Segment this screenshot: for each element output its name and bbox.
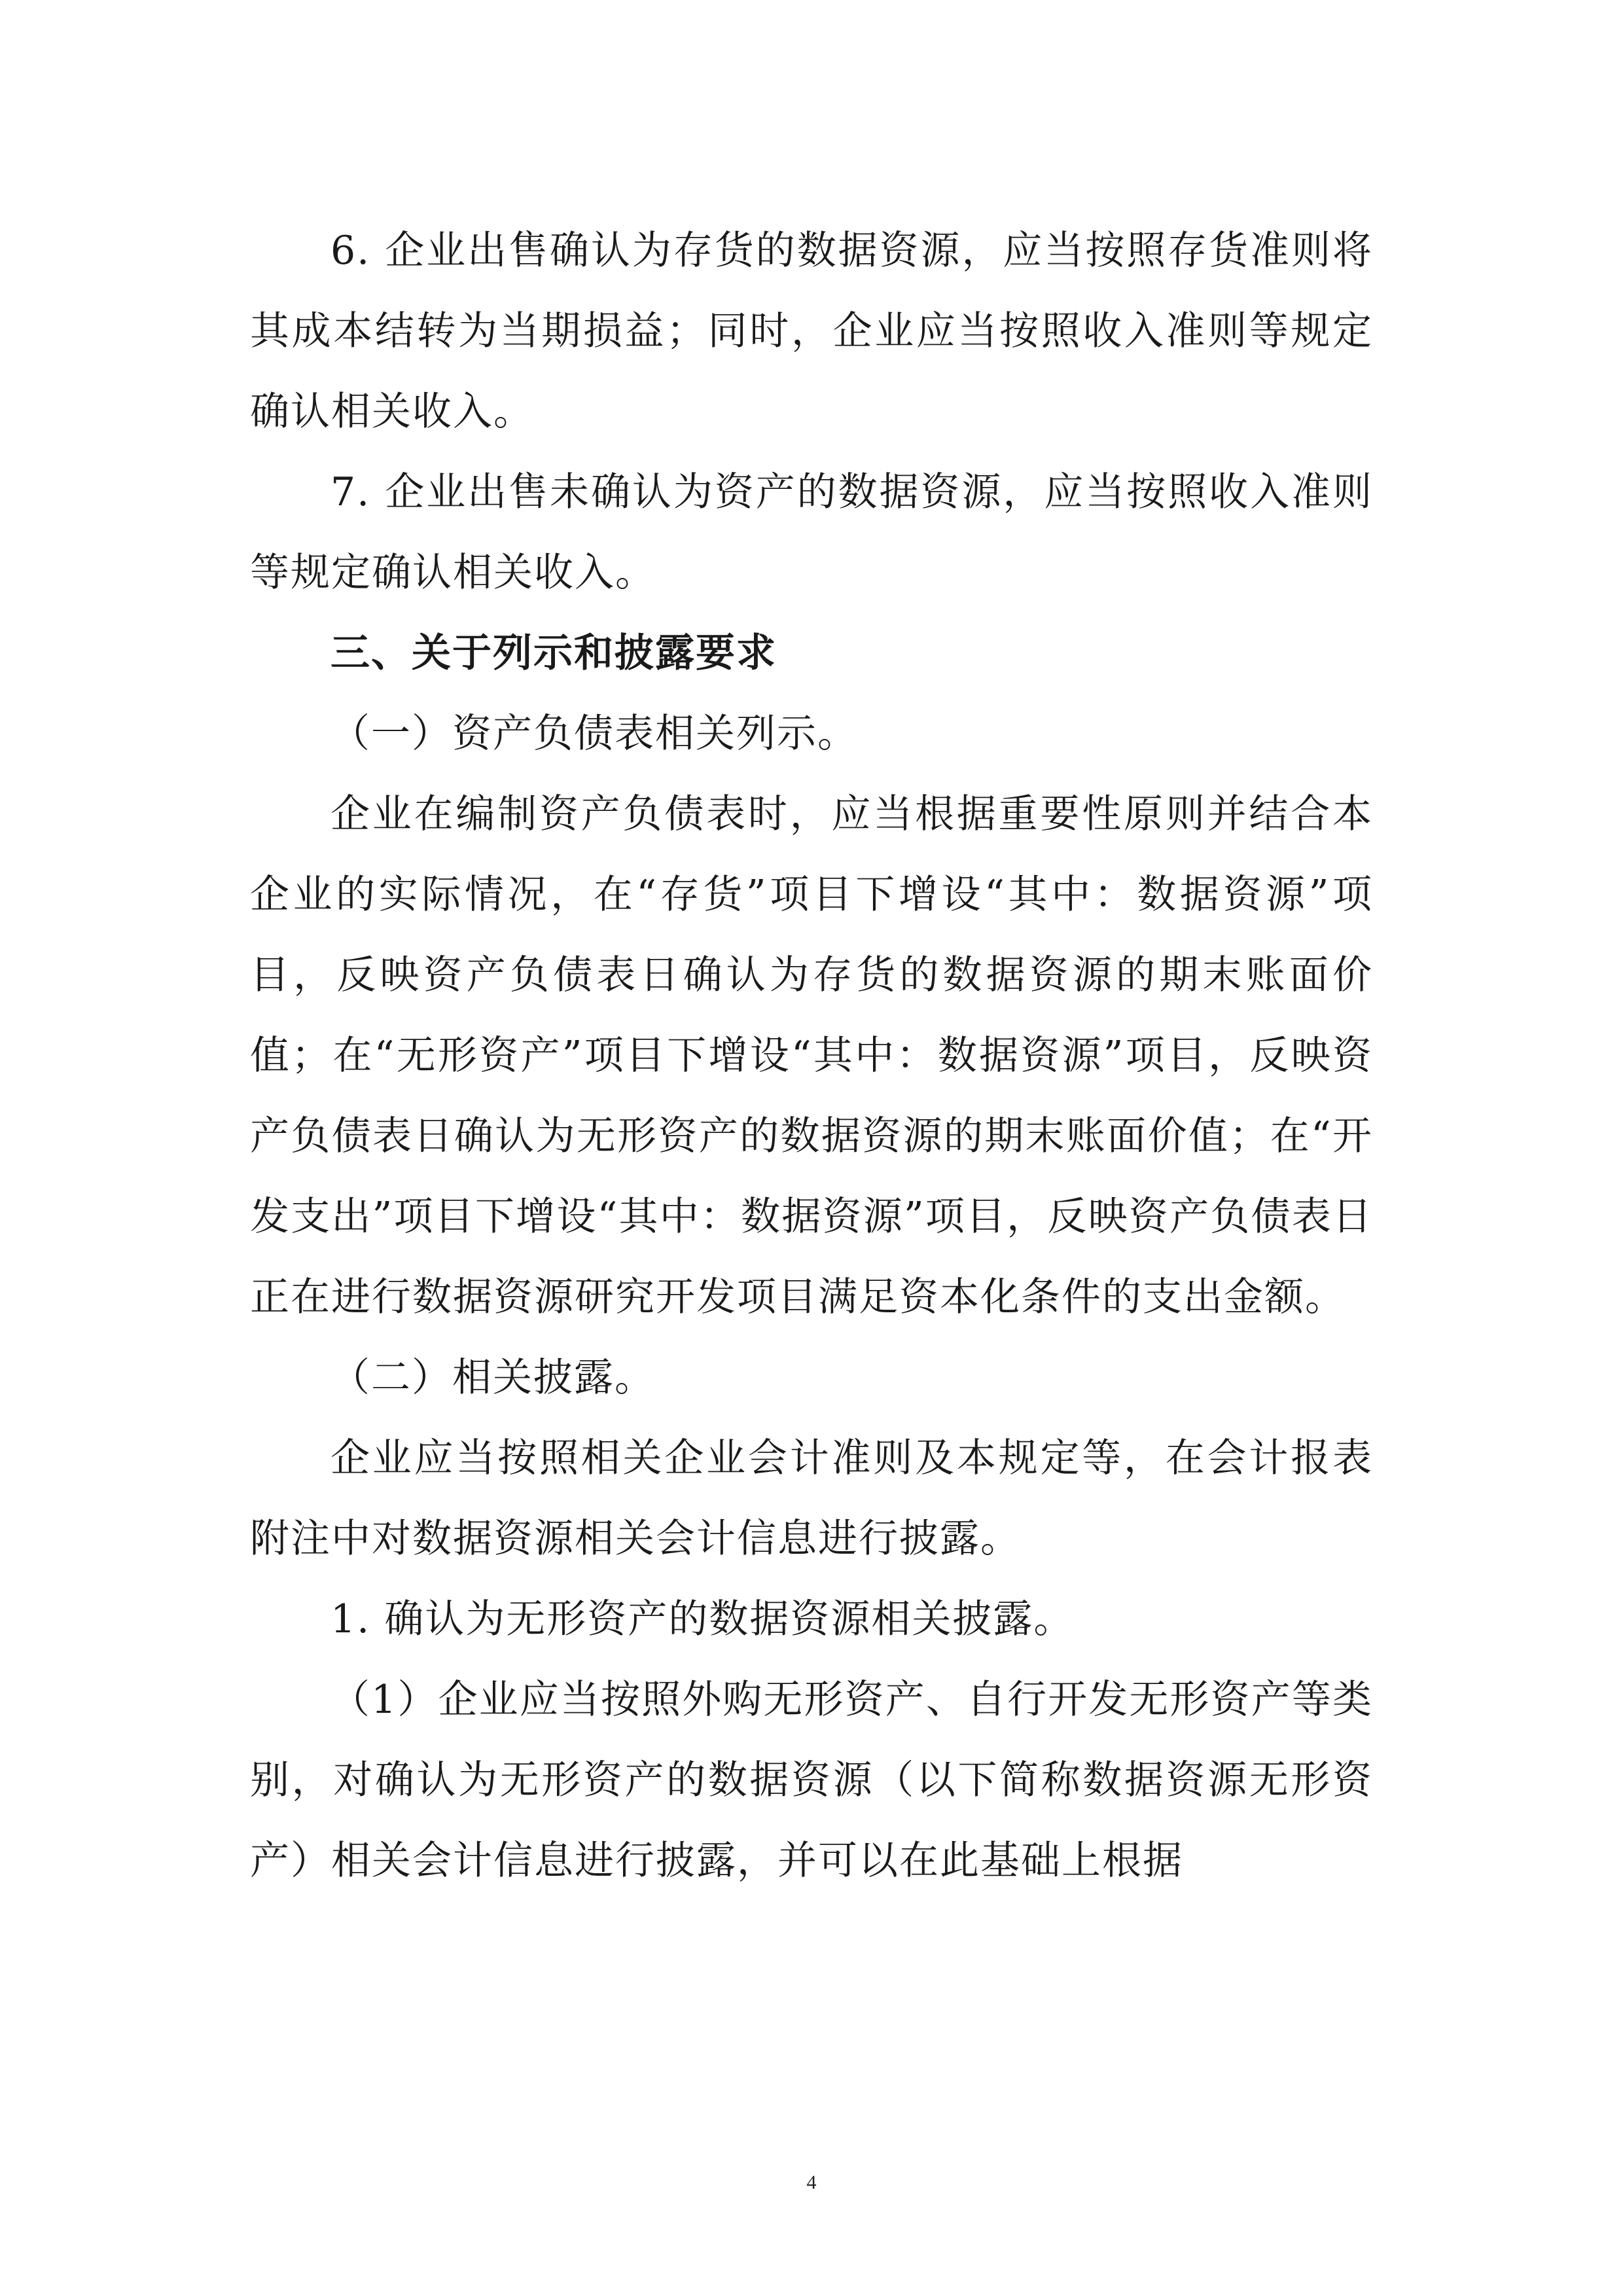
page-number: 4 [806, 2172, 817, 2193]
paragraph-item-1-1: （1）企业应当按照外购无形资产、自行开发无形资产等类别，对确认为无形资产的数据资源（以下简称数据资源无形资产）相关会计信息进行披露，并可以在此基础上根据 [250, 1677, 1373, 1884]
paragraph-item-7: 7. 企业出售未确认为资产的数据资源，应当按照收入准则等规定确认相关收入。 [250, 469, 1373, 596]
document-body [250, 211, 1373, 1901]
paragraph-item-1-disclosure: 1. 确认为无形资产的数据资源相关披露。 [330, 1596, 1075, 1642]
paragraph-balance-sheet: 企业在编制资产负债表时，应当根据重要性原则并结合本企业的实际情况，在“存货”项目下增设“其中：数据资源”项目，反映资产负债表日确认为存货的数据资源的期末账面价值；在“无形资产”项目下增设“其中：数据资源”项目，反映资产负债表日确认为无形资产的数据资源的期末账面价值；在“开发支出”项目下增设“其中：数据资源”项目，反映资产负债表日正在进行数据资源研究开发项目满足资本化条件的支出金额。 [250, 791, 1373, 1320]
paragraph-item-6: 6. 企业出售确认为存货的数据资源，应当按照存货准则将其成本结转为当期损益；同时，企业应当按照收入准则等规定确认相关收入。 [250, 228, 1373, 435]
subsection-heading-2: （二）相关披露。 [330, 1355, 655, 1401]
subsection-heading-1: （一）资产负债表相关列示。 [330, 711, 858, 757]
section-heading: 三、关于列示和披露要求 [330, 630, 777, 676]
paragraph-disclosure: 企业应当按照相关企业会计准则及本规定等，在会计报表附注中对数据资源相关会计信息进行披露。 [250, 1435, 1373, 1562]
